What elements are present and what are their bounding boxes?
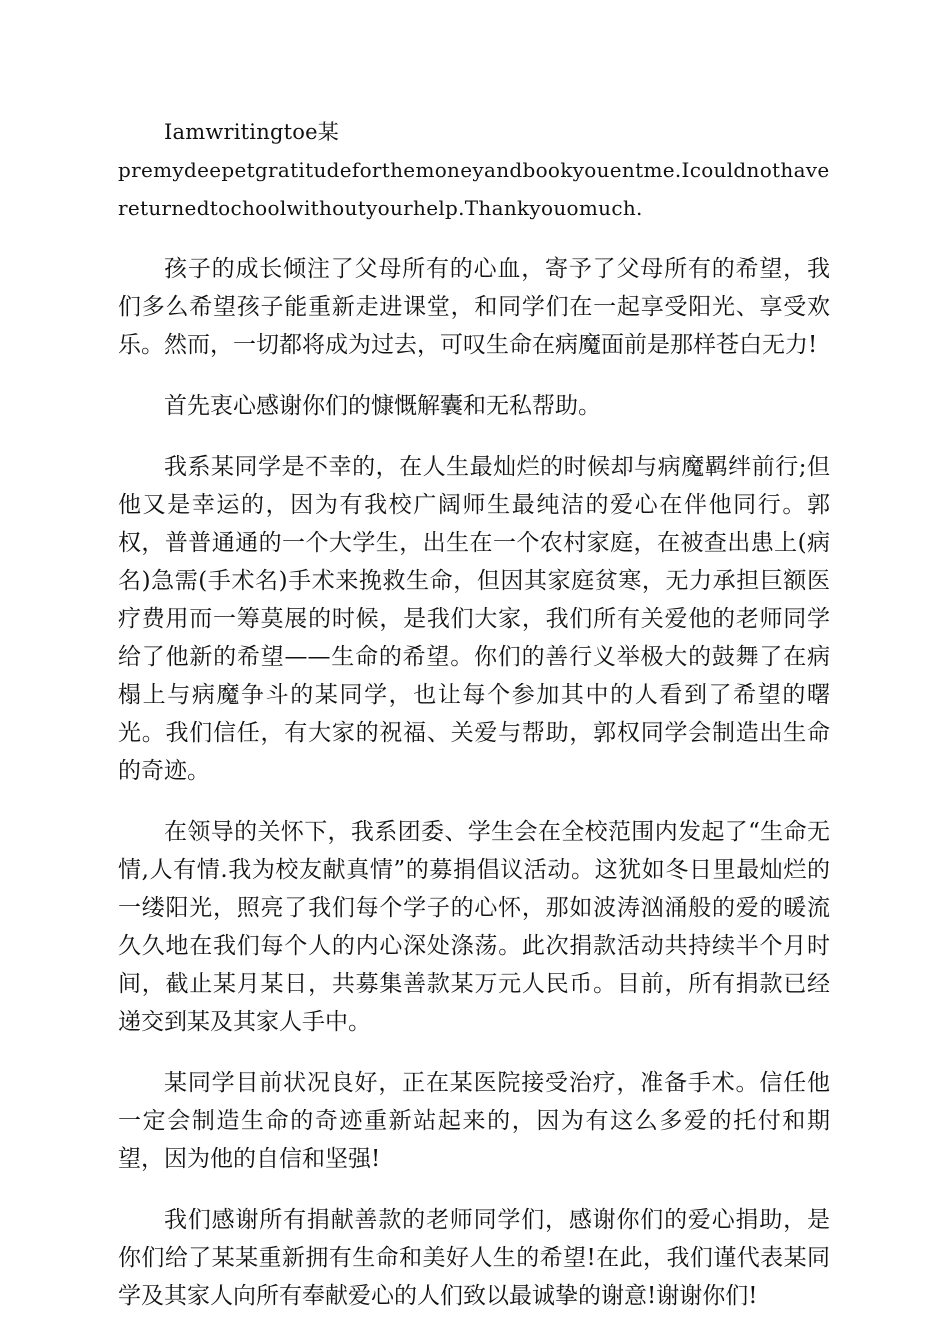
paragraph-parents-hope: 孩子的成长倾注了父母所有的心血，寄予了父母所有的希望，我们多么希望孩子能重新走进课堂，和同学们在一起享受阳光、享受欢乐。然而，一切都将成为过去，可叹生命在病魔面前是那样苍白无力! <box>118 256 830 358</box>
paragraph-donation-campaign: 在领导的关怀下，我系团委、学生会在全校范围内发起了“生命无情,人有情.我为校友献真情”的募捐倡议活动。这犹如冬日里最灿烂的一缕阳光，照亮了我们每个学子的心怀，那如波涛汹涌般的爱的暖流久久地在我们每个人的内心深处涤荡。此次捐款活动共持续半个月时间，截止某月某日，共募集善款某万元人民币。目前，所有捐款已经递交到某及其家人手中。 <box>118 819 830 1035</box>
paragraph-thanks: 首先衷心感谢你们的慷慨解囊和无私帮助。 <box>164 393 601 419</box>
paragraph-student-story: 我系某同学是不幸的，在人生最灿烂的时候却与病魔羁绊前行;但他又是幸运的，因为有我校广阔师生最纯洁的爱心在伴他同行。郭权，普普通通的一个大学生，出生在一个农村家庭，在被查出患上(病名)急需(手术名)手术来挽救生命，但因其家庭贫寒，无力承担巨额医疗费用而一筹莫展的时候，是我们大家，我们所有关爱他的老师同学给了他新的希望——生命的希望。你们的善行义举极大的鼓舞了在病榻上与病魔争斗的某同学，也让每个参加其中的人看到了希望的曙光。我们信任，有大家的祝福、关爱与帮助，郭权同学会制造出生命的奇迹。 <box>118 454 830 784</box>
paragraph-closing-thanks: 我们感谢所有捐献善款的老师同学们，感谢你们的爱心捐助，是你们给了某某重新拥有生命和美好人生的希望!在此，我们谨代表某同学及其家人向所有奉献爱心的人们致以最诚挚的谢意!谢谢你们! <box>118 1207 830 1309</box>
paragraph-current-status: 某同学目前状况良好，正在某医院接受治疗，准备手术。信任他一定会制造生命的奇迹重新站起来的，因为有这么多爱的托付和期望，因为他的自信和坚强! <box>118 1070 830 1172</box>
english-paragraph: premydeepetgratitudeforthemoneyandbookyouentme.Icouldnothavereturnedtochoolwithoutyourhelp.Thankyouomuch. <box>118 158 830 220</box>
english-line-first: Iamwritingtoe某 <box>164 120 339 144</box>
document-page <box>118 113 830 1338</box>
